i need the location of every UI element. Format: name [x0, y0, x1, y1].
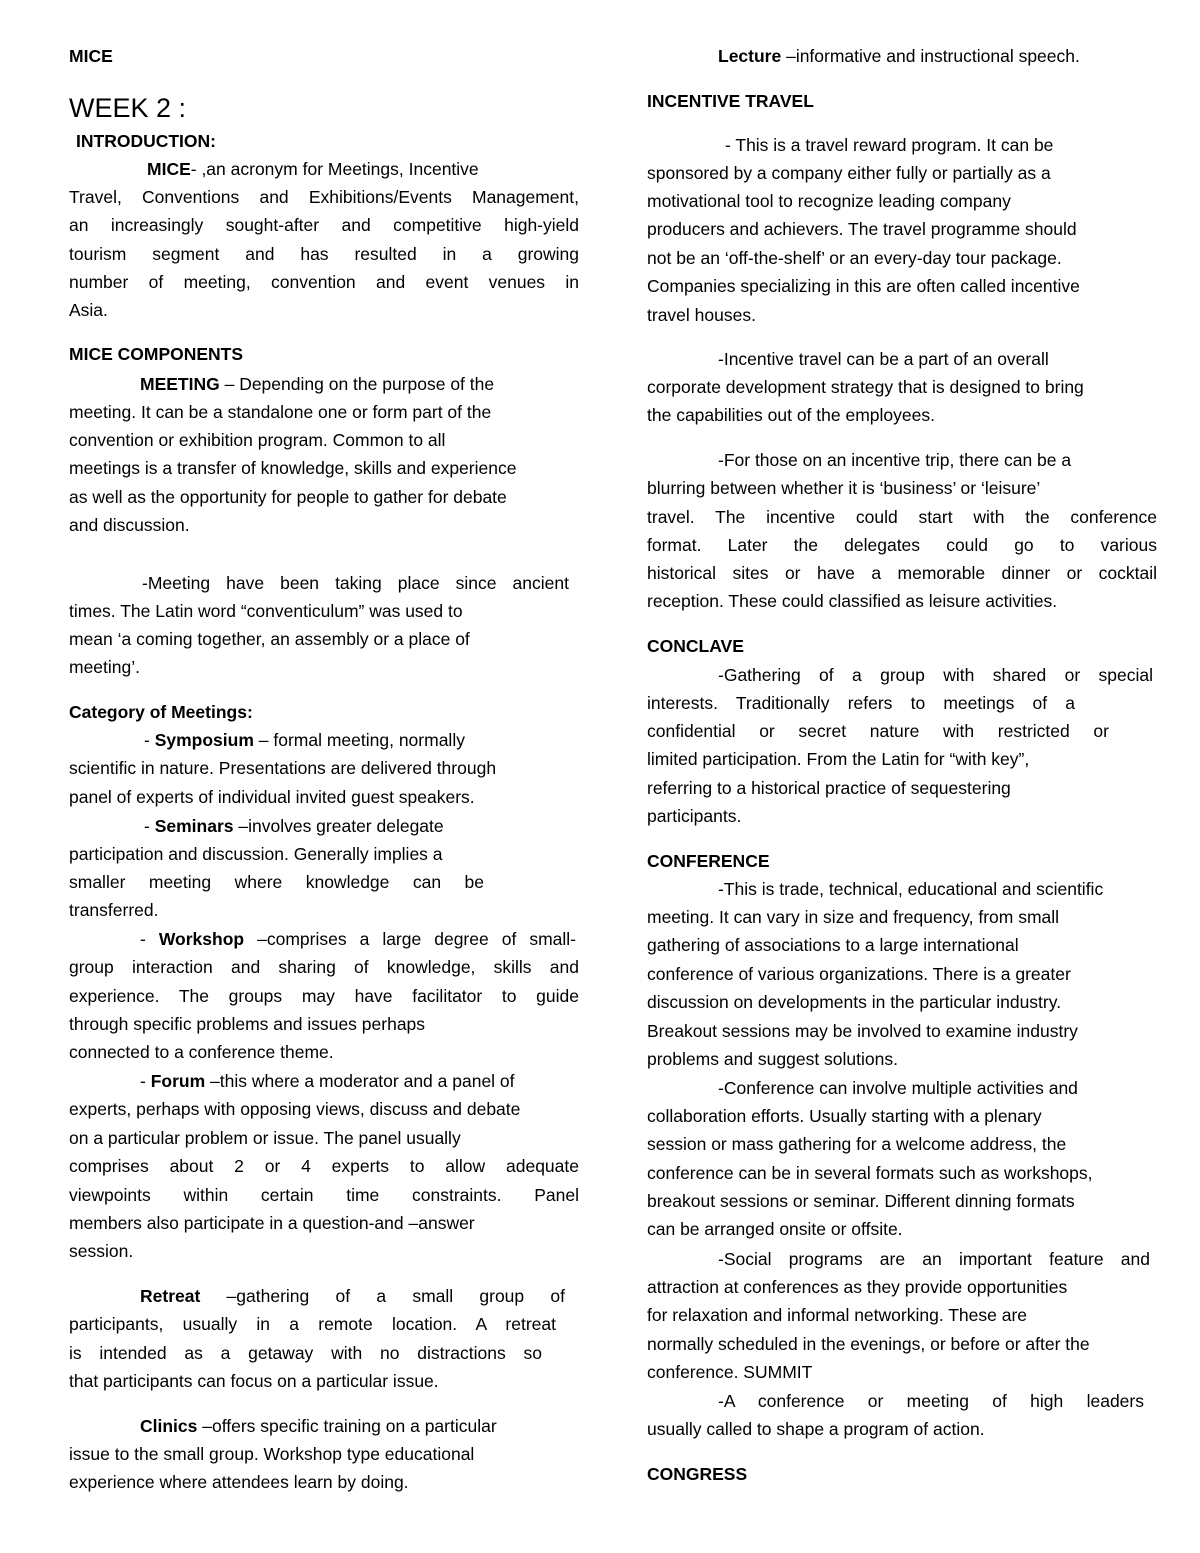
right-text-line	[647, 1048, 898, 1070]
left-text-line	[144, 815, 444, 837]
right-text-line	[647, 90, 814, 112]
text-run: -Incentive travel can be a part of an overall	[718, 349, 1049, 369]
right-text-line	[647, 1190, 1075, 1212]
text-run: tourism segment and has resulted in a growing	[69, 244, 579, 264]
right-text-line	[647, 562, 1157, 584]
left-text-line	[140, 1415, 497, 1437]
right-text-line	[647, 692, 1075, 714]
text-run: meetings is a transfer of knowledge, skills and experience	[69, 458, 517, 478]
text-run: problems and suggest solutions.	[647, 1049, 898, 1069]
left-text-line	[140, 1070, 515, 1092]
text-run: mean ‘a coming together, an assembly or a place of	[69, 629, 470, 649]
bold-term: Lecture	[718, 46, 782, 66]
text-run: Companies specializing in this are often called incentive	[647, 276, 1080, 296]
right-text-line	[718, 1248, 1150, 1270]
right-text-line	[647, 162, 1051, 184]
left-text-line	[140, 373, 494, 395]
text-run: reception. These could classified as leisure activities.	[647, 591, 1058, 611]
left-text-line	[69, 1443, 474, 1465]
left-text-line	[144, 729, 465, 751]
left-text-line	[69, 1342, 542, 1364]
text-run: on a particular problem or issue. The panel usually	[69, 1128, 461, 1148]
right-text-line	[647, 404, 935, 426]
text-run: -	[140, 929, 159, 949]
right-text-line	[718, 1077, 1078, 1099]
bold-term: Symposium	[154, 730, 254, 750]
left-text-line	[76, 130, 216, 152]
text-run: collaboration efforts. Usually starting with a plenary	[647, 1106, 1042, 1126]
text-run: - This is a travel reward program. It can be	[725, 135, 1054, 155]
left-text-line	[140, 1285, 565, 1307]
left-text-line	[69, 1240, 133, 1262]
right-text-line	[647, 477, 1040, 499]
right-text-line	[718, 1390, 1144, 1412]
text-run: participants.	[647, 806, 742, 826]
right-text-line	[647, 720, 1109, 742]
text-run: group interaction and sharing of knowledge, skills and	[69, 957, 579, 977]
right-text-line	[647, 590, 1057, 612]
left-text-line	[69, 1041, 334, 1063]
bold-term: Forum	[150, 1071, 206, 1091]
left-text-line	[69, 956, 579, 978]
left-text-line	[69, 985, 579, 1007]
text-run: experts, perhaps with opposing views, discuss and debate	[69, 1099, 521, 1119]
text-run: –offers specific training on a particular	[197, 1416, 497, 1436]
text-run: times. The Latin word “conventiculum” was used to	[69, 601, 463, 621]
bold-term: INCENTIVE TRAVEL	[647, 91, 814, 111]
text-run: -For those on an incentive trip, there can be a	[718, 450, 1072, 470]
left-text-line	[69, 1370, 439, 1392]
bold-term: Workshop	[158, 929, 245, 949]
left-text-line	[69, 786, 475, 808]
text-run: -This is trade, technical, educational and scientific	[718, 879, 1104, 899]
right-text-line	[647, 1361, 812, 1383]
right-text-line	[647, 850, 770, 872]
left-text-line	[69, 514, 190, 536]
text-run: scientific in nature. Presentations are delivered through	[69, 758, 497, 778]
text-run: session.	[69, 1241, 134, 1261]
right-text-line	[647, 1333, 1090, 1355]
text-run: experience. The groups may have facilitator to guide	[69, 986, 579, 1006]
text-run: limited participation. From the Latin for “with key”,	[647, 749, 1030, 769]
right-text-line	[647, 1218, 903, 1240]
text-run: blurring between whether it is ‘business’ or ‘leisure’	[647, 478, 1041, 498]
text-run: participation and discussion. Generally implies a	[69, 844, 443, 864]
left-text-line	[69, 457, 516, 479]
text-run: convention or exhibition program. Common to all	[69, 430, 446, 450]
bold-term: Retreat	[140, 1286, 201, 1306]
right-text-line	[647, 991, 1061, 1013]
right-text-line	[718, 449, 1071, 471]
right-text-line	[647, 376, 1084, 398]
left-text-line	[69, 656, 140, 678]
right-text-line	[647, 304, 756, 326]
bold-term: Category of Meetings:	[69, 702, 253, 722]
text-run: -A conference or meeting of high leaders	[718, 1391, 1144, 1411]
right-text-line	[647, 963, 1071, 985]
text-run: smaller meeting where knowledge can be	[69, 872, 484, 892]
bold-term: MICE	[69, 46, 113, 66]
text-run: format. Later the delegates could go to various	[647, 535, 1157, 555]
left-text-line	[69, 343, 243, 365]
right-text-line	[647, 934, 1019, 956]
text-run: conference. SUMMIT	[647, 1362, 813, 1382]
left-text-line	[69, 1127, 461, 1149]
text-run: -	[144, 816, 155, 836]
text-run: – Depending on the purpose of the	[219, 374, 495, 394]
text-run: –informative and instructional speech.	[781, 46, 1080, 66]
right-text-line	[647, 1105, 1042, 1127]
text-run: panel of experts of individual invited guest speakers.	[69, 787, 475, 807]
right-text-line	[647, 1418, 985, 1440]
right-text-line	[647, 635, 744, 657]
bold-term: MICE COMPONENTS	[69, 344, 244, 364]
text-run: corporate development strategy that is designed to bring	[647, 377, 1084, 397]
text-run: can be arranged onsite or offsite.	[647, 1219, 903, 1239]
text-run: historical sites or have a memorable dinner or cocktail	[647, 563, 1157, 583]
right-text-line	[647, 534, 1157, 556]
left-text-line	[69, 486, 507, 508]
right-text-line	[647, 218, 1077, 240]
left-text-line	[69, 92, 186, 124]
text-run: -Meeting have been taking place since ancient	[142, 573, 569, 593]
text-run: breakout sessions or seminar. Different dinning formats	[647, 1191, 1075, 1211]
right-text-line	[647, 1463, 747, 1485]
text-run: interests. Traditionally refers to meetings of a	[647, 693, 1075, 713]
left-text-line	[147, 158, 479, 180]
text-run: conference can be in several formats such as workshops,	[647, 1163, 1093, 1183]
right-text-line	[725, 134, 1053, 156]
bold-term: INTRODUCTION:	[76, 131, 216, 151]
bold-term: MEETING	[140, 374, 220, 394]
right-text-line	[647, 748, 1029, 770]
right-text-line	[718, 348, 1049, 370]
text-run: gathering of associations to a large international	[647, 935, 1019, 955]
left-text-line	[69, 243, 579, 265]
left-text-line	[69, 757, 496, 779]
text-run: connected to a conference theme.	[69, 1042, 334, 1062]
text-run: meeting. It can be a standalone one or form part of the	[69, 402, 492, 422]
text-run: WEEK 2 :	[69, 93, 187, 123]
bold-term: Clinics	[140, 1416, 198, 1436]
bold-term: CONCLAVE	[647, 636, 744, 656]
text-run: –this where a moderator and a panel of	[205, 1071, 515, 1091]
left-text-line	[69, 45, 113, 67]
text-run: session or mass gathering for a welcome address, the	[647, 1134, 1067, 1154]
left-text-line	[69, 701, 253, 723]
text-run: for relaxation and informal networking. These are	[647, 1305, 1028, 1325]
text-run: –gathering of a small group of	[200, 1286, 565, 1306]
text-run: normally scheduled in the evenings, or before or after the	[647, 1334, 1090, 1354]
text-run: meeting. It can vary in size and frequency, from small	[647, 907, 1060, 927]
text-run: -	[144, 730, 155, 750]
text-run: transferred.	[69, 900, 159, 920]
left-text-line	[69, 214, 579, 236]
text-run: -Social programs are an important feature and	[718, 1249, 1150, 1269]
text-run: conference of various organizations. There is a greater	[647, 964, 1071, 984]
right-text-line	[647, 1020, 1078, 1042]
left-text-line	[140, 928, 576, 950]
right-text-line	[647, 906, 1059, 928]
text-run: through specific problems and issues perhaps	[69, 1014, 426, 1034]
text-run: and discussion.	[69, 515, 190, 535]
text-run: Asia.	[69, 300, 108, 320]
left-text-line	[142, 572, 569, 594]
text-run: that participants can focus on a particular issue.	[69, 1371, 439, 1391]
left-text-line	[69, 1013, 425, 1035]
right-text-line	[647, 190, 1011, 212]
left-text-line	[69, 429, 445, 451]
text-run: confidential or secret nature with restricted or	[647, 721, 1109, 741]
text-run: sponsored by a company either fully or partially as a	[647, 163, 1051, 183]
text-run: the capabilities out of the employees.	[647, 405, 935, 425]
text-run: members also participate in a question-and –answer	[69, 1213, 475, 1233]
text-run: number of meeting, convention and event venues in	[69, 272, 579, 292]
bold-term: CONFERENCE	[647, 851, 770, 871]
left-text-line	[69, 186, 579, 208]
right-text-line	[647, 805, 741, 827]
right-text-line	[718, 45, 1080, 67]
right-text-line	[718, 664, 1153, 686]
right-text-line	[647, 506, 1157, 528]
text-run: producers and achievers. The travel programme should	[647, 219, 1077, 239]
text-run: an increasingly sought-after and competitive high-yield	[69, 215, 579, 235]
left-text-line	[69, 843, 443, 865]
bold-term: MICE	[147, 159, 191, 179]
text-run: travel houses.	[647, 305, 756, 325]
left-text-line	[69, 1098, 520, 1120]
right-text-line	[647, 247, 1062, 269]
text-run: Travel, Conventions and Exhibitions/Events Management,	[69, 187, 579, 207]
text-run: – formal meeting, normally	[253, 730, 465, 750]
text-run: -Gathering of a group with shared or special	[718, 665, 1153, 685]
text-run: meeting’.	[69, 657, 141, 677]
left-text-line	[69, 1184, 579, 1206]
text-run: - ,an acronym for Meetings, Incentive	[190, 159, 479, 179]
left-text-line	[69, 628, 470, 650]
text-run: not be an ‘off-the-shelf’ or an every-day tour package.	[647, 248, 1062, 268]
right-text-line	[718, 878, 1103, 900]
left-text-line	[69, 1212, 475, 1234]
left-text-line	[69, 1471, 409, 1493]
left-text-line	[69, 1313, 556, 1335]
right-text-line	[647, 1133, 1066, 1155]
text-run: -Conference can involve multiple activities and	[718, 1078, 1078, 1098]
text-run: issue to the small group. Workshop type educational	[69, 1444, 475, 1464]
right-text-line	[647, 777, 1011, 799]
bold-term: Seminars	[154, 816, 234, 836]
text-run: discussion on developments in the particular industry.	[647, 992, 1062, 1012]
left-text-line	[69, 271, 579, 293]
right-text-line	[647, 275, 1080, 297]
text-run: as well as the opportunity for people to gather for debate	[69, 487, 507, 507]
text-run: -	[140, 1071, 151, 1091]
left-text-line	[69, 600, 463, 622]
text-run: travel. The incentive could start with the conference	[647, 507, 1157, 527]
bold-term: CONGRESS	[647, 1464, 748, 1484]
left-text-line	[69, 401, 491, 423]
left-text-line	[69, 1155, 579, 1177]
text-run: usually called to shape a program of action.	[647, 1419, 985, 1439]
text-run: referring to a historical practice of sequestering	[647, 778, 1011, 798]
text-run: –involves greater delegate	[233, 816, 444, 836]
text-run: Breakout sessions may be involved to examine industry	[647, 1021, 1078, 1041]
left-text-line	[69, 871, 484, 893]
text-run: participants, usually in a remote location. A retreat	[69, 1314, 556, 1334]
text-run: experience where attendees learn by doing.	[69, 1472, 409, 1492]
right-text-line	[647, 1276, 1067, 1298]
text-run: attraction at conferences as they provide opportunities	[647, 1277, 1068, 1297]
text-run: –comprises a large degree of small-	[244, 929, 576, 949]
left-text-line	[69, 899, 158, 921]
text-run: is intended as a getaway with no distractions so	[69, 1343, 542, 1363]
text-run: comprises about 2 or 4 experts to allow adequate	[69, 1156, 579, 1176]
left-text-line	[69, 299, 108, 321]
text-run: motivational tool to recognize leading company	[647, 191, 1011, 211]
right-text-line	[647, 1304, 1027, 1326]
right-text-line	[647, 1162, 1093, 1184]
text-run: viewpoints within certain time constraints. Panel	[69, 1185, 579, 1205]
